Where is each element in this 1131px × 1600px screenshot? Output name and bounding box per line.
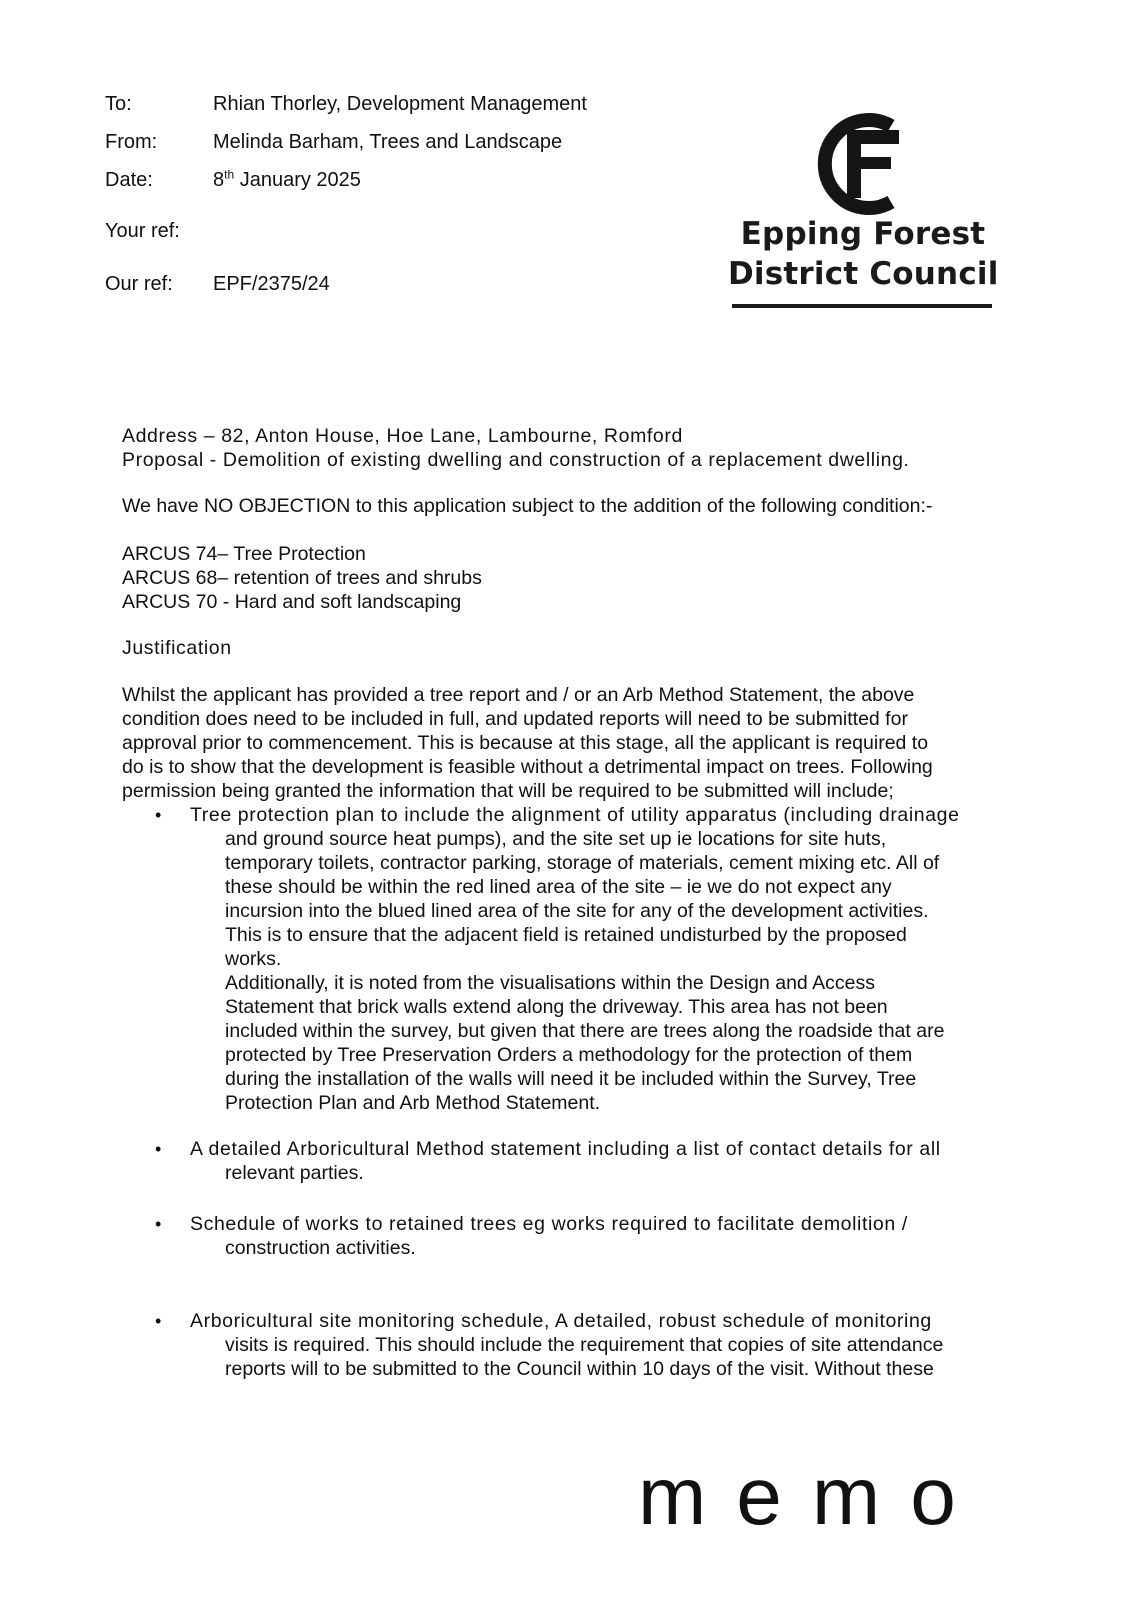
bullet-first-line: A detailed Arboricultural Method statement including a list of contact details for all (190, 1138, 941, 1160)
paragraph-line: permission being granted the information that will be required to be submitted will include; (122, 780, 894, 802)
our-ref-label: Our ref: (105, 273, 173, 295)
paragraph-line: Whilst the applicant has provided a tree report and / or an Arb Method Statement, the above (122, 684, 915, 706)
bullet-symbol: • (155, 1139, 162, 1159)
bullet-line: protected by Tree Preservation Orders a methodology for the protection of them (225, 1044, 913, 1066)
bullet-line: and ground source heat pumps), and the site set up ie locations for site huts, (225, 828, 887, 850)
bullet-line: reports will to be submitted to the Council within 10 days of the visit. Without these (225, 1358, 934, 1380)
condition-item: ARCUS 70 - Hard and soft landscaping (122, 591, 462, 613)
bullet-line: construction activities. (225, 1237, 416, 1259)
from-value: Melinda Barham, Trees and Landscape (213, 131, 563, 153)
date-day: 8 (213, 169, 225, 191)
bullet-symbol: • (155, 1311, 162, 1331)
date-rest: January 2025 (234, 169, 361, 191)
your-ref-label: Your ref: (105, 220, 180, 242)
justification-heading: Justification (122, 637, 232, 659)
bullet-line: works. (225, 948, 282, 970)
address-line: Address – 82, Anton House, Hoe Lane, Lambourne, Romford (122, 425, 683, 447)
bullet-line: temporary toilets, contractor parking, storage of materials, cement mixing etc. All of (225, 852, 940, 874)
objection-line: We have NO OBJECTION to this application subject to the addition of the following condition:- (122, 495, 933, 517)
bullet-first-line: Schedule of works to retained trees eg works required to facilitate demolition / (190, 1213, 908, 1235)
bullet-line: these should be within the red lined area of the site – ie we do not expect any (225, 876, 892, 898)
bullet-line: included within the survey, but given that there are trees along the roadside that are (225, 1020, 945, 1042)
bullet-line: This is to ensure that the adjacent field is retained undisturbed by the proposed (225, 924, 907, 946)
condition-item: ARCUS 74– Tree Protection (122, 543, 366, 565)
logo-line-1: Epping Forest (740, 216, 986, 252)
conditions-list (122, 542, 1002, 614)
council-logo (728, 112, 998, 312)
bullet-first-line: Tree protection plan to include the alignment of utility apparatus (including drainage (190, 804, 960, 826)
date-value (213, 168, 361, 192)
bullet-line: Additionally, it is noted from the visualisations within the Design and Access (225, 972, 875, 994)
ef-monogram-icon (807, 112, 907, 216)
from-label: From: (105, 131, 158, 153)
memo-footer: memo (638, 1451, 986, 1542)
paragraph-line: approval prior to commencement. This is because at this stage, all the applicant is required to (122, 732, 929, 754)
bullet-line: visits is required. This should include the requirement that copies of site attendance (225, 1334, 944, 1356)
proposal-line: Proposal - Demolition of existing dwelling and construction of a replacement dwelling. (122, 449, 910, 471)
date-label: Date: (105, 169, 153, 191)
bullet-line: during the installation of the walls will need it be included within the Survey, Tree (225, 1068, 917, 1090)
bullet-first-line: Arboricultural site monitoring schedule, A detailed, robust schedule of monitoring (190, 1310, 932, 1332)
bullet-symbol: • (155, 1214, 162, 1234)
condition-item: ARCUS 68– retention of trees and shrubs (122, 567, 482, 589)
our-ref-value: EPF/2375/24 (213, 273, 330, 295)
date-suffix: th (224, 167, 235, 182)
logo-underline (732, 304, 992, 308)
logo-line-2: District Council (728, 256, 999, 292)
bullet-line: incursion into the blued lined area of the site for any of the development activities. (225, 900, 929, 922)
bullet-line: relevant parties. (225, 1162, 364, 1184)
bullet-symbol: • (155, 805, 162, 825)
justification-paragraph (122, 683, 1002, 803)
to-value: Rhian Thorley, Development Management (213, 93, 587, 115)
bullet-line: Statement that brick walls extend along the driveway. This area has not been (225, 996, 888, 1018)
paragraph-line: do is to show that the development is feasible without a detrimental impact on trees. Following (122, 756, 933, 778)
paragraph-line: condition does need to be included in full, and updated reports will need to be submitted for (122, 708, 908, 730)
bullet-line: Protection Plan and Arb Method Statement. (225, 1092, 601, 1114)
to-label: To: (105, 93, 132, 115)
